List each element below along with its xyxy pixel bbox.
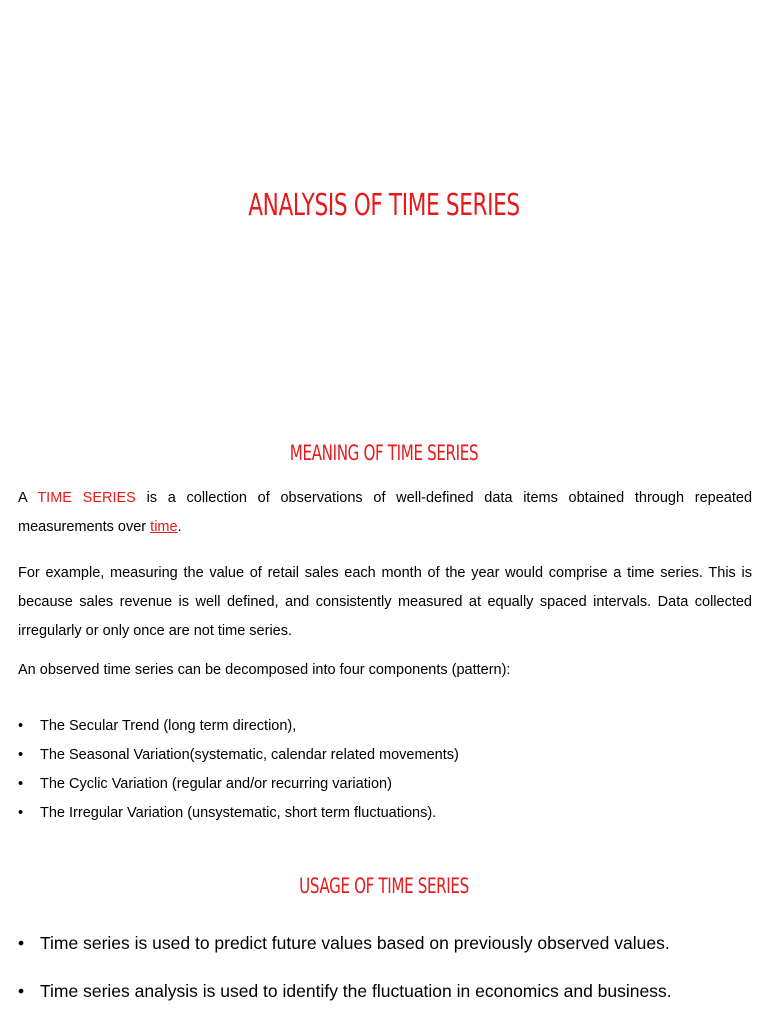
list-item-text: The Seasonal Variation(systematic, calendar related movements) [40, 747, 459, 763]
list-item [18, 770, 459, 799]
list-item [18, 741, 459, 770]
list-item-text: The Irregular Variation (unsystematic, short term fluctuations). [40, 805, 437, 821]
list-item [18, 799, 459, 828]
usage-list [18, 926, 672, 1022]
list-item [18, 712, 459, 741]
bullet-icon: • [18, 981, 25, 1001]
list-item [18, 974, 672, 1022]
list-item [18, 926, 672, 974]
time-link[interactable]: time [150, 519, 178, 535]
bullet-icon: • [18, 747, 24, 763]
definition-article: A [18, 490, 27, 506]
definition-text: is a collection of observations of well-defined data items obtained through repeated measurements over [18, 490, 753, 535]
bullet-icon: • [18, 933, 25, 953]
example-paragraph: For example, measuring the value of retail sales each month of the year would comprise a time series. This is because sales revenue is well defined, and consistently measured at equally spaced intervals. Data collected irregularly or only once are not time series. [18, 565, 752, 639]
bullet-icon: • [18, 805, 24, 821]
bullet-icon: • [18, 776, 24, 792]
bullet-icon: • [18, 718, 24, 734]
components-list [18, 712, 459, 828]
list-item-text: The Cyclic Variation (regular and/or recurring variation) [40, 776, 392, 792]
list-item-text: Time series analysis is used to identify the fluctuation in economics and business. [40, 981, 672, 1001]
time-series-term: TIME SERIES [37, 490, 136, 506]
meaning-section-heading: MEANING OF TIME SERIES [289, 441, 479, 465]
usage-section-heading: USAGE OF TIME SERIES [299, 874, 469, 898]
list-item-text: The Secular Trend (long term direction), [40, 718, 297, 734]
definition-period: . [177, 519, 182, 535]
list-item-text: Time series is used to predict future values based on previously observed values. [40, 933, 670, 953]
page-title: ANALYSIS OF TIME SERIES [248, 188, 520, 223]
components-intro: An observed time series can be decomposed into four components (pattern): [18, 662, 511, 678]
definition-paragraph [18, 484, 752, 542]
